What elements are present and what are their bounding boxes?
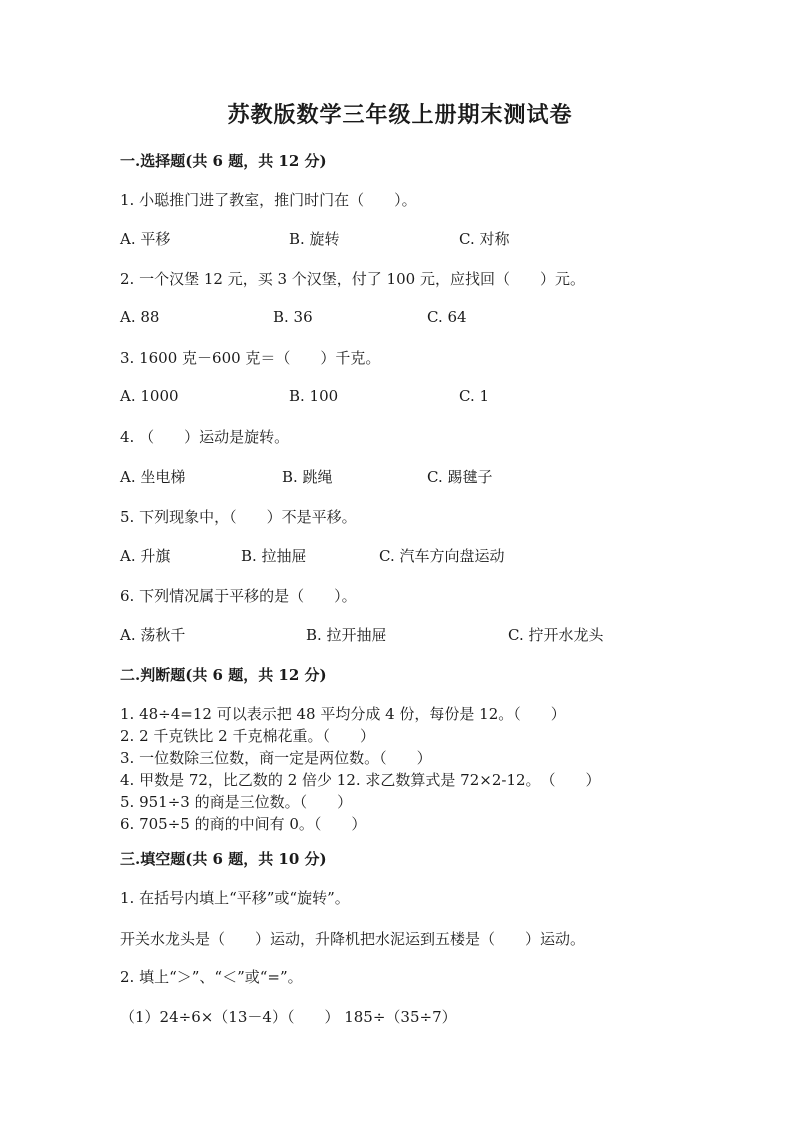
option-b: B. 拉抽屉 bbox=[241, 547, 307, 565]
judgement-item: 4. 甲数是 72，比乙数的 2 倍少 12. 求乙数算式是 72×2-12。 （ ） bbox=[120, 771, 601, 789]
option-a: A. 坐电梯 bbox=[120, 468, 186, 486]
option-b: B. 100 bbox=[289, 387, 339, 405]
option-a: A. 荡秋千 bbox=[120, 626, 186, 644]
judgement-item: 1. 48÷4=12 可以表示把 48 平均分成 4 份，每份是 12。（ ） bbox=[120, 705, 566, 723]
question-stem: 3. 1600 克－600 克＝（ ）千克。 bbox=[120, 349, 381, 367]
question-body: （1）24÷6×（13－4）（ ） 185÷（35÷7） bbox=[120, 1008, 457, 1026]
section-heading-fill: 三.填空题(共 6 题，共 10 分) bbox=[120, 850, 327, 868]
option-b: B. 跳绳 bbox=[282, 468, 333, 486]
question-stem: 4. （ ）运动是旋转。 bbox=[120, 428, 290, 446]
option-c: C. 踢毽子 bbox=[427, 468, 493, 486]
option-c: C. 对称 bbox=[459, 230, 510, 248]
judgement-item: 2. 2 千克铁比 2 千克棉花重。（ ） bbox=[120, 727, 375, 745]
question-stem: 5. 下列现象中，（ ）不是平移。 bbox=[120, 508, 357, 526]
option-b: B. 拉开抽屉 bbox=[306, 626, 387, 644]
option-b: B. 36 bbox=[273, 308, 313, 326]
option-a: A. 升旗 bbox=[120, 547, 171, 565]
question-body: 开关水龙头是（ ）运动，升降机把水泥运到五楼是（ ）运动。 bbox=[120, 930, 586, 948]
question-stem: 1. 小聪推门进了教室，推门时门在（ ）。 bbox=[120, 191, 417, 209]
judgement-list bbox=[120, 703, 601, 835]
section-heading-judgement: 二.判断题(共 6 题，共 12 分) bbox=[120, 666, 327, 684]
option-c: C. 1 bbox=[459, 387, 490, 405]
question-stem: 2. 一个汉堡 12 元，买 3 个汉堡，付了 100 元，应找回（ ）元。 bbox=[120, 270, 585, 288]
question-stem: 6. 下列情况属于平移的是（ ）。 bbox=[120, 587, 357, 605]
option-c: C. 汽车方向盘运动 bbox=[379, 547, 505, 565]
judgement-item: 3. 一位数除三位数，商一定是两位数。（ ） bbox=[120, 749, 432, 767]
option-c: C. 拧开水龙头 bbox=[508, 626, 604, 644]
judgement-item: 6. 705÷5 的商的中间有 0。（ ） bbox=[120, 815, 367, 833]
section-heading-choice: 一.选择题(共 6 题，共 12 分) bbox=[120, 152, 327, 170]
judgement-item: 5. 951÷3 的商是三位数。（ ） bbox=[120, 793, 353, 811]
exam-title: 苏教版数学三年级上册期末测试卷 bbox=[227, 102, 573, 128]
question-stem: 1. 在括号内填上“平移”或“旋转”。 bbox=[120, 889, 350, 907]
option-b: B. 旋转 bbox=[289, 230, 340, 248]
option-a: A. 平移 bbox=[120, 230, 171, 248]
option-c: C. 64 bbox=[427, 308, 467, 326]
option-a: A. 88 bbox=[120, 308, 160, 326]
question-stem: 2. 填上“＞”、“＜”或“=”。 bbox=[120, 968, 303, 986]
option-a: A. 1000 bbox=[120, 387, 179, 405]
